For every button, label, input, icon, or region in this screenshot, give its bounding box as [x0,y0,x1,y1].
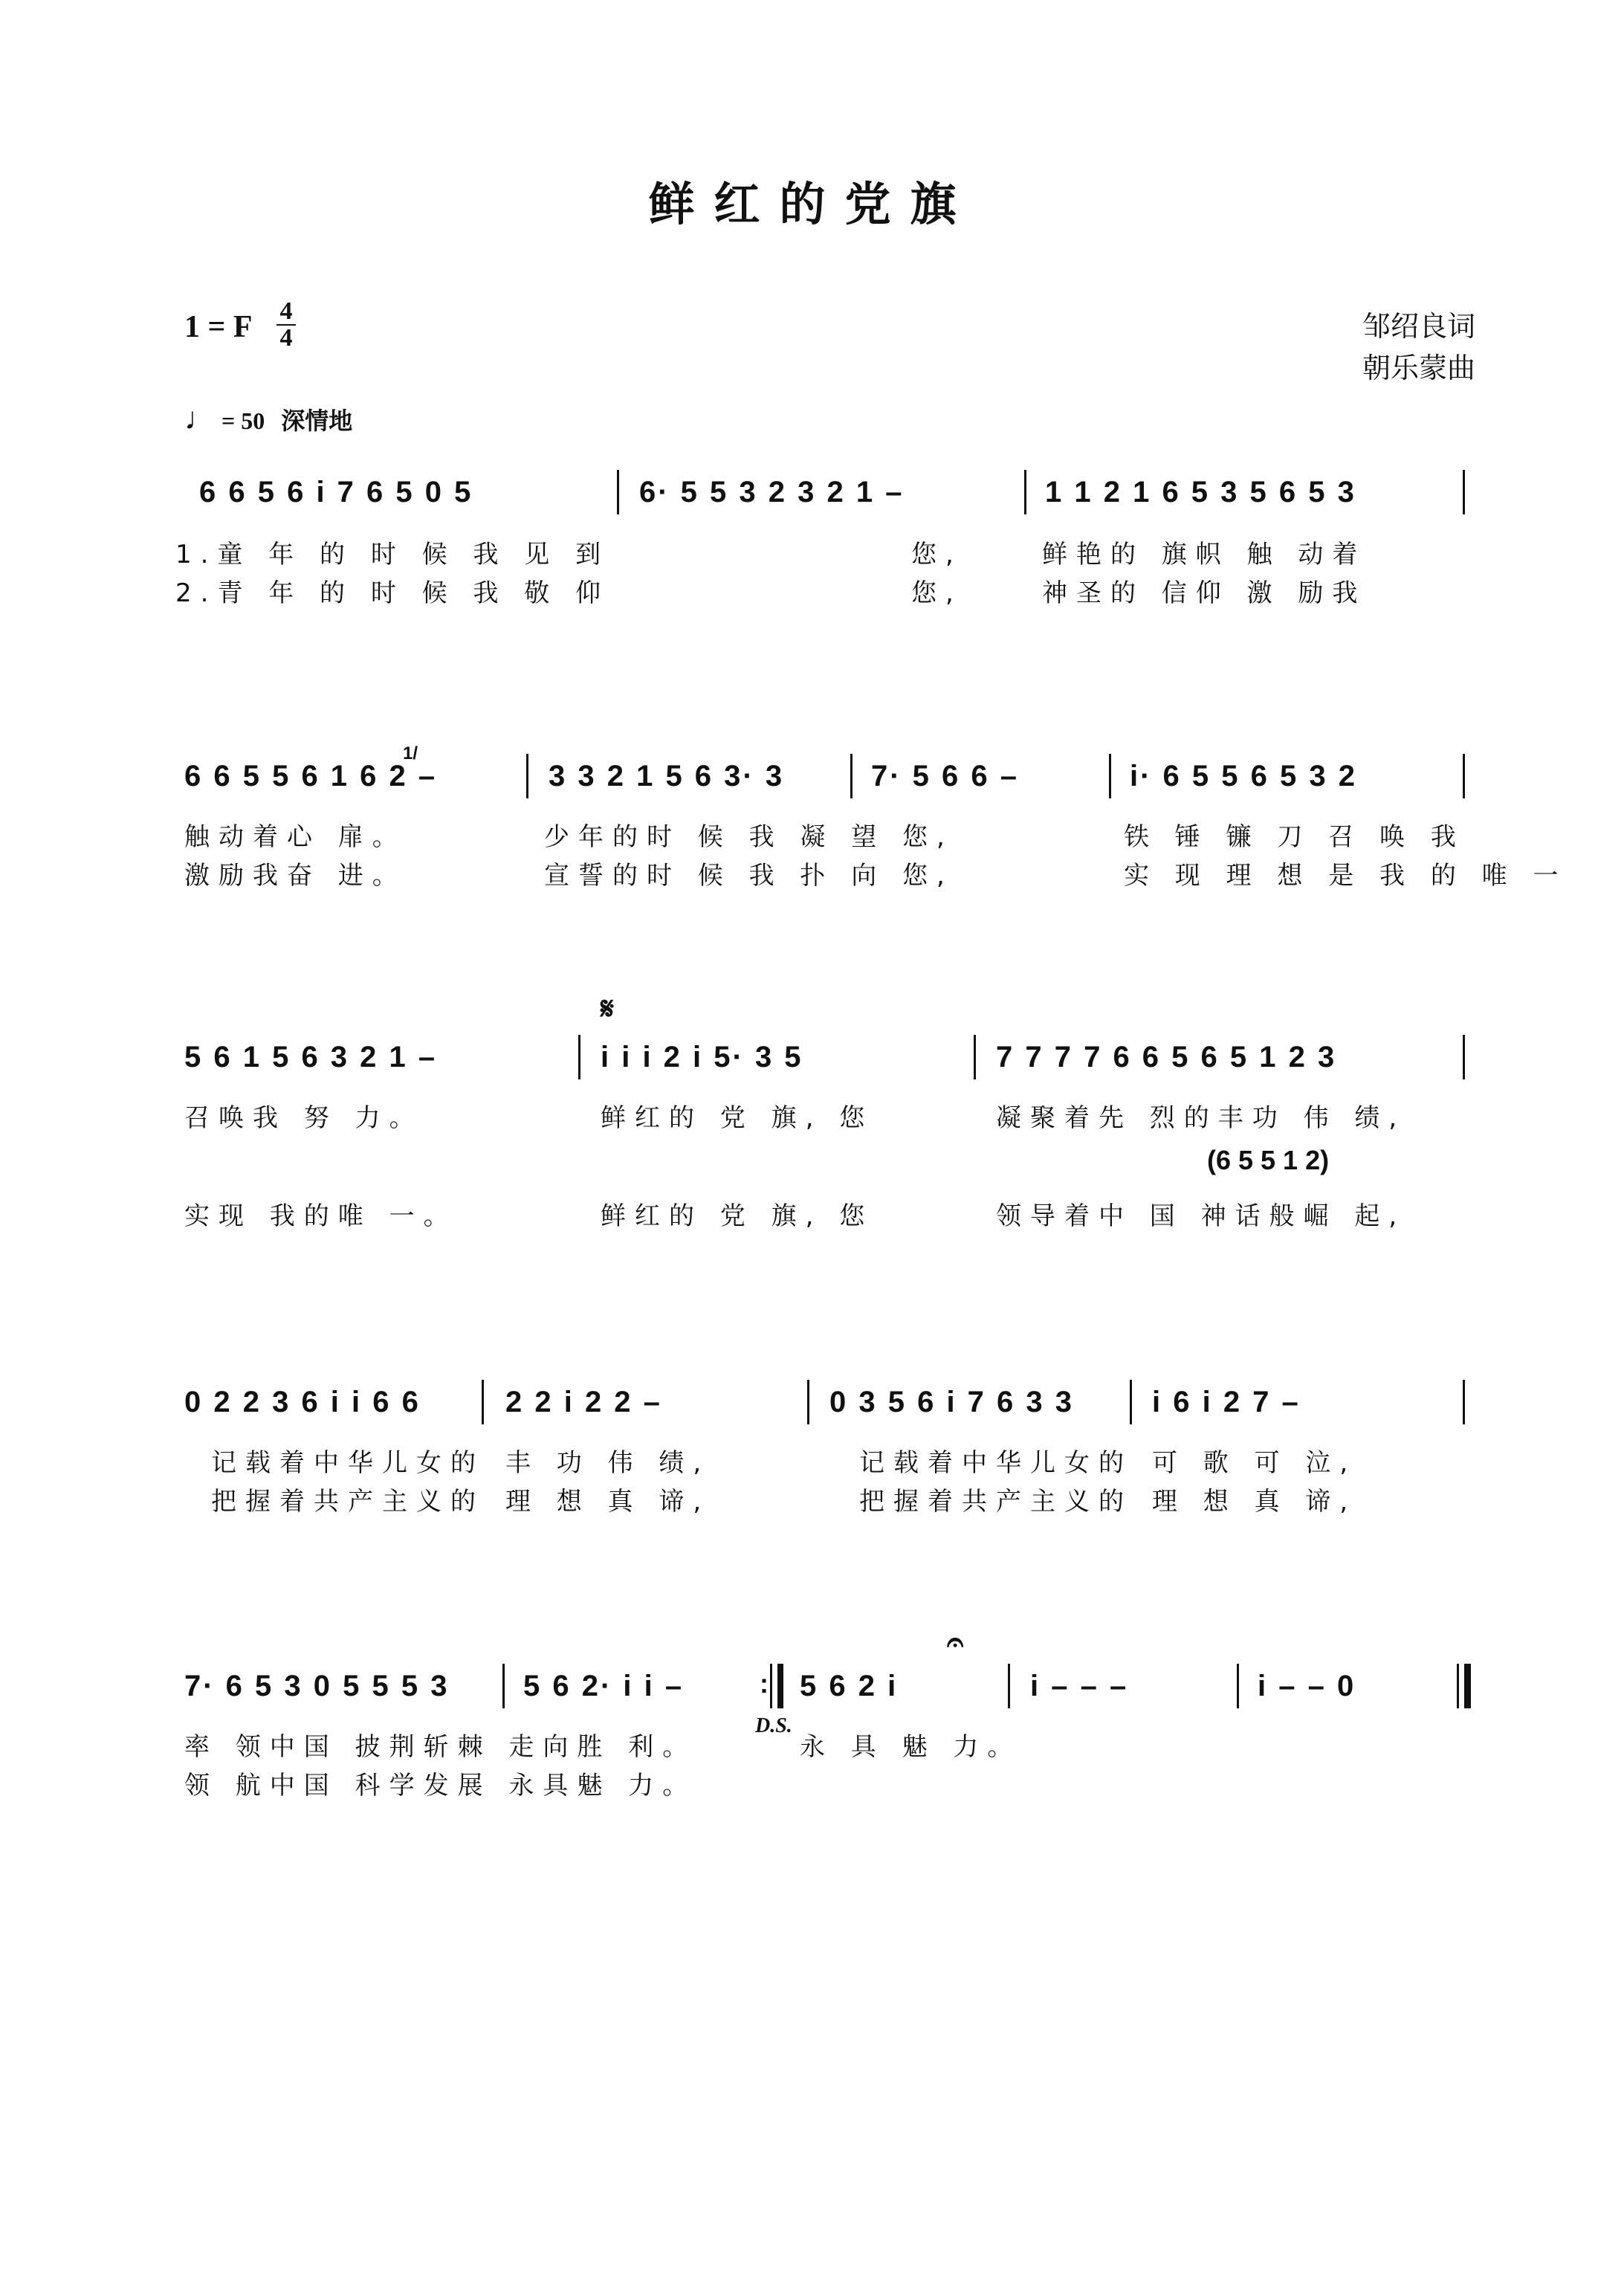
tempo-marking [184,401,352,437]
barline [482,1380,484,1424]
barline [1024,470,1026,514]
time-signature-bottom: 4 [279,324,293,352]
repeat-barline-thick [777,1664,783,1708]
lyric-v1-b: 丰 功 伟 绩, [505,1448,711,1478]
measure-3-1: 5 6 1 5 6 3 2 1 – [184,1041,438,1073]
measure-5-5: i – – 0 [1258,1670,1356,1702]
segno-icon: 𝄋 [601,990,615,1027]
measure-3-3: 7 7 7 7 6 6 5 6 5 1 2 3 [996,1041,1337,1073]
lyric-v1-a: 召唤我 努 力。 [184,1103,424,1133]
lyric-v2-c: 把握着共产主义的 [859,1487,1133,1517]
lyric-v2-b: 理 想 真 谛, [505,1487,711,1517]
barline [1463,754,1465,798]
measure-5-2: 5 6 2· i i – [523,1670,685,1702]
lyric-v2-c: 神圣的 信仰 激 励我 [1042,578,1367,608]
barline [1463,470,1465,514]
measure-2-3: 7· 5 6 6 – [871,760,1020,792]
lyric-v1-d: 可 歌 可 泣, [1152,1448,1357,1478]
lyric-v1-a: 率 领中国 披荆斩棘 走向胜 利。 [184,1732,697,1762]
repeat-dots: : [760,1668,769,1699]
measure-5-3: 5 6 2 i [800,1670,899,1702]
lyric-v2-c: 领导着中 国 神话般崛 起, [996,1201,1406,1231]
lyric-v2-a: 把握着共产主义的 [211,1487,485,1517]
measure-1-3: 1 1 2 1 6 5 3 5 6 5 3 [1045,476,1356,508]
expression-marking: 深情地 [281,407,353,435]
lyric-v1-b: 您, [911,540,963,569]
lyric-v1-c: 凝聚着先 烈的丰功 伟 绩, [996,1103,1406,1133]
barline [974,1035,976,1079]
tempo-value: = 50 [221,407,265,434]
lyric-v1-c: 鲜艳的 旗帜 触 动着 [1042,540,1367,569]
final-barline-thick [1464,1664,1471,1708]
lyric-v1-c: 铁 锤 镰 刀 召 唤 我 [1124,822,1465,852]
key-signature: 1 = F [184,310,253,344]
lyric-v1-a: 记载着中华儿女的 [211,1448,485,1478]
lyric-v2-b: 宣誓的时 候 我 扑 向 您, [544,861,954,891]
measure-3-2: i i i 2 i 5· 3 5 [601,1041,803,1073]
barline [1463,1035,1465,1079]
measure-4-3: 0 3 5 6 i 7 6 3 3 [829,1386,1074,1418]
composer-credit: 朝乐蒙曲 [1362,352,1475,384]
measure-5-4: i – – – [1030,1670,1129,1702]
measure-1-2: 6· 5 5 3 2 3 2 1 – [639,476,905,508]
barline [1008,1664,1010,1708]
measure-2-2: 3 3 2 1 5 6 3· 3 [549,760,785,792]
barline [617,470,619,514]
measure-5-1: 7· 6 5 3 0 5 5 5 3 [184,1670,450,1702]
measure-2-4: i· 6 5 5 6 5 3 2 [1130,760,1357,792]
lyric-v1-a: 触动着心 扉。 [184,822,407,852]
barline [807,1380,809,1424]
lyric-v2-c: 实 现 理 想 是 我 的 唯 一 [1124,861,1568,891]
barline [1237,1664,1239,1708]
alternate-notes: (6 5 5 1 2) [1207,1145,1330,1175]
grace-note-marking: 1/ [403,743,418,763]
time-signature [276,299,296,351]
lyric-v1-a: 1.童 年 的 时 候 我 见 到 [175,540,610,569]
lyric-v2-d: 理 想 真 谛, [1152,1487,1357,1517]
measure-1-1: 6 6 5 6 i 7 6 5 0 5 [199,476,473,508]
song-title: 鲜红的党旗 [648,177,976,231]
lyric-v2-b: 您, [911,578,963,608]
barline [578,1035,580,1079]
measure-4-4: i 6 i 2 7 – [1152,1386,1301,1418]
lyric-v2-a: 2.青 年 的 时 候 我 敬 仰 [175,578,610,608]
quarter-note-icon: ♩ [184,402,216,436]
barline [526,754,528,798]
lyric-v2-a: 领 航中国 科学发展 永具魅 力。 [184,1771,697,1801]
time-signature-top: 4 [279,297,293,325]
barline [502,1664,505,1708]
barline [1463,1380,1465,1424]
barline [1130,1380,1132,1424]
repeat-barline [770,1664,772,1708]
lyric-v1-c: 记载着中华儿女的 [859,1448,1133,1478]
measure-2-1: 6 6 5 5 6 1 6 2 – [184,760,438,792]
barline [850,754,853,798]
fermata-icon: 𝄐 [947,1625,964,1659]
lyric-v1-b: 永 具 魅 力。 [800,1732,1022,1762]
measure-4-1: 0 2 2 3 6 i i 6 6 [184,1386,421,1418]
lyric-v2-a: 激励我奋 进。 [184,861,407,891]
dal-segno-marking: D.S. [755,1714,792,1737]
final-barline-thin [1457,1664,1459,1708]
lyric-v1-b: 鲜红的 党 旗, 您 [601,1103,874,1133]
lyric-v1-b: 少年的时 候 我 凝 望 您, [544,822,954,852]
measure-4-2: 2 2 i 2 2 – [505,1386,662,1418]
lyricist-credit: 邹绍良词 [1362,310,1475,343]
barline [1109,754,1111,798]
lyric-v2-b: 鲜红的 党 旗, 您 [601,1201,874,1231]
lyric-v2-a: 实现 我的唯 一。 [184,1201,458,1231]
